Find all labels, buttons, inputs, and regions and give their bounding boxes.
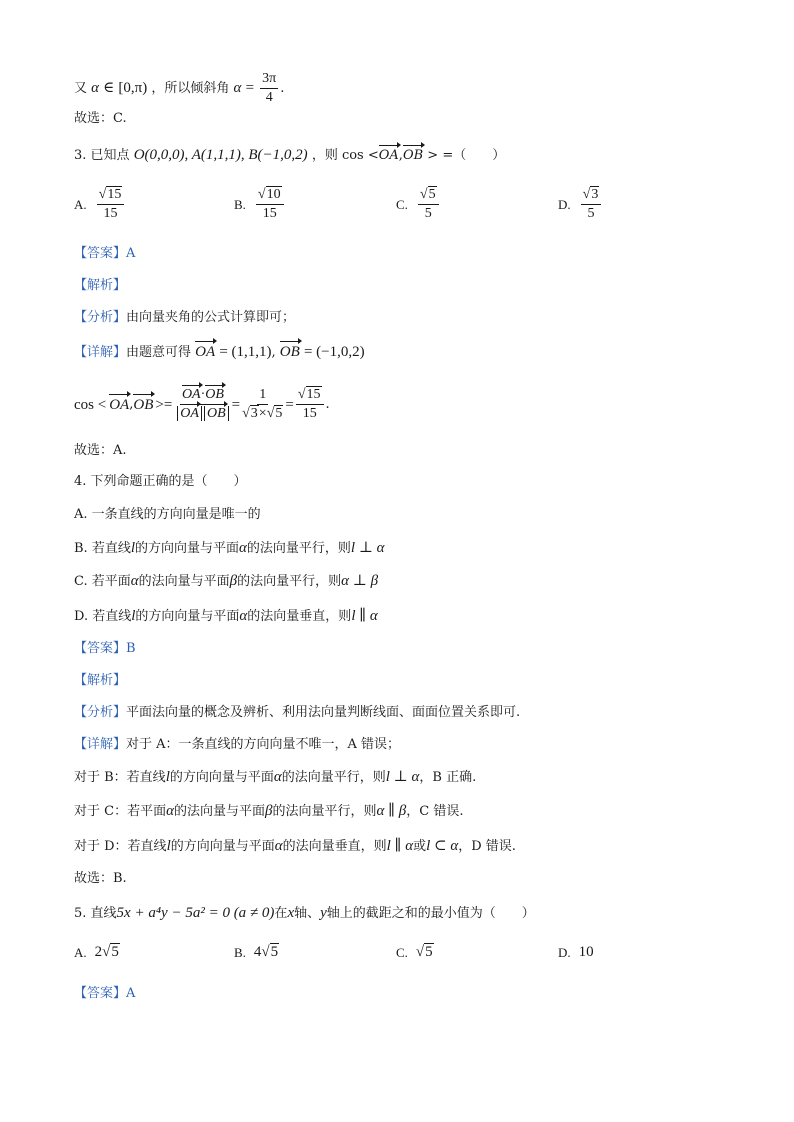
- q4-answer: 【答案】B: [74, 641, 136, 656]
- q4-option-b[interactable]: B. 若直线l的方向向量与平面α的法向量平行，则l ⊥ α: [74, 540, 385, 556]
- text: 又: [74, 81, 88, 96]
- points: O(0,0,0), A(1,1,1), B(−1,0,2): [133, 147, 308, 163]
- q4-option-a[interactable]: A. 一条直线的方向向量是唯一的: [74, 507, 261, 522]
- select-c: 故选：C.: [74, 111, 127, 126]
- q4-analysis-heading: 【解析】: [74, 673, 127, 688]
- q3-analysis-heading: 【解析】: [74, 278, 127, 293]
- fraction-3pi-4: $\frac{3\pi}{4}$: [262, 71, 277, 105]
- q4-detail-b: 对于 B：若直线l的方向向量与平面α的法向量平行，则l ⊥ α，B 正确.: [74, 769, 477, 785]
- q3-xiangjie: 【详解】由题意可得 OA = (1,1,1), OB = (−1,0,2): [74, 344, 365, 360]
- q3-cos-formula: cos < OA , OB >= $\frac{OA\cdot OB}{\text{OA OB}}$ = $\frac{1}{√3\times√5}$ = $\frac{√15}{15}$ .: [74, 387, 330, 421]
- q4-detail-a: 【详解】对于 A：一条直线的方向向量不唯一，A 错误；: [74, 737, 401, 752]
- fraction-root15-15: $\frac{√15}{15}$: [296, 386, 324, 423]
- alpha-symbol: α: [233, 80, 242, 96]
- vector-ob: OB: [403, 146, 423, 166]
- q5-stem: 5. 直线5x + a⁴y − 5a² = 0 (a ≠ 0)在x轴、y轴上的截距之和的最小值为（ ）: [74, 905, 535, 921]
- q5-option-b[interactable]: B. 4 √5: [234, 944, 279, 960]
- q4-fenxi: 【分析】平面法向量的概念及辨析、利用法向量判断线面、面面位置关系即可.: [74, 705, 521, 720]
- q3-option-a[interactable]: A. $\frac{√15}{15}$: [74, 186, 126, 223]
- q4-option-c[interactable]: C. 若平面α的法向量与平面β的法向量平行，则α ⊥ β: [74, 573, 379, 589]
- vector-oa: OA: [379, 146, 399, 166]
- fraction-dot-over-abs: $\frac{OA\cdot OB}{\text{OA OB}}$: [176, 386, 229, 423]
- fraction-1-over-root: $\frac{1}{√3\times√5}$: [242, 387, 283, 421]
- vector-ob: OB: [279, 344, 300, 360]
- q4-option-d[interactable]: D. 若直线l的方向向量与平面α的法向量垂直，则l ∥ α: [74, 608, 378, 624]
- q5-option-d[interactable]: D. 10: [558, 944, 594, 960]
- equals: =: [245, 80, 255, 96]
- fraction: $\frac{√15}{15}$: [97, 186, 125, 223]
- q3-option-d[interactable]: D. $\frac{√3}{5}$: [558, 186, 603, 223]
- q5-option-a[interactable]: A. 2 √5: [74, 944, 119, 960]
- q4-stem: 4. 下列命题正确的是（ ）: [74, 474, 247, 489]
- q5-answer: 【答案】A: [74, 986, 136, 1001]
- vector-oa: OA: [195, 344, 216, 360]
- line-equation: 5x + a⁴y − 5a² = 0 (a ≠ 0): [116, 905, 275, 921]
- interval: [0,π): [118, 80, 148, 96]
- q3-option-b[interactable]: B. $\frac{√10}{15}$: [234, 186, 286, 223]
- fraction: $\frac{√3}{5}$: [581, 186, 602, 223]
- alpha-symbol: α: [91, 80, 100, 96]
- q3-answer: 【答案】A: [74, 246, 136, 261]
- q3-stem: 3. 已知点 O(0,0,0), A(1,1,1), B(−1,0,2) ，则 cos <OA,OB > =（ ）: [74, 145, 505, 166]
- text: ，所以倾斜角: [151, 81, 230, 96]
- fraction: $\frac{√5}{5}$: [418, 186, 439, 223]
- q5-option-c[interactable]: C. √5: [396, 944, 433, 960]
- q3-option-c[interactable]: C. $\frac{√5}{5}$: [396, 186, 441, 223]
- fraction: $\frac{√10}{15}$: [256, 186, 284, 223]
- q3-select: 故选：A.: [74, 443, 127, 458]
- q4-detail-c: 对于 C：若平面α的法向量与平面β的法向量平行，则α ∥ β，C 错误.: [74, 803, 464, 819]
- q4-detail-d: 对于 D：若直线l的方向向量与平面α的法向量垂直，则l ∥ α或l ⊂ α，D 错误.: [74, 838, 516, 854]
- in-symbol: ∈: [103, 80, 115, 96]
- previous-solution-line: 又 α ∈ [0,π) ，所以倾斜角 α = $\frac{3\pi}{4}$ .: [74, 71, 285, 105]
- q4-select: 故选：B.: [74, 871, 127, 886]
- q3-fenxi: 【分析】由向量夹角的公式计算即可；: [74, 310, 296, 325]
